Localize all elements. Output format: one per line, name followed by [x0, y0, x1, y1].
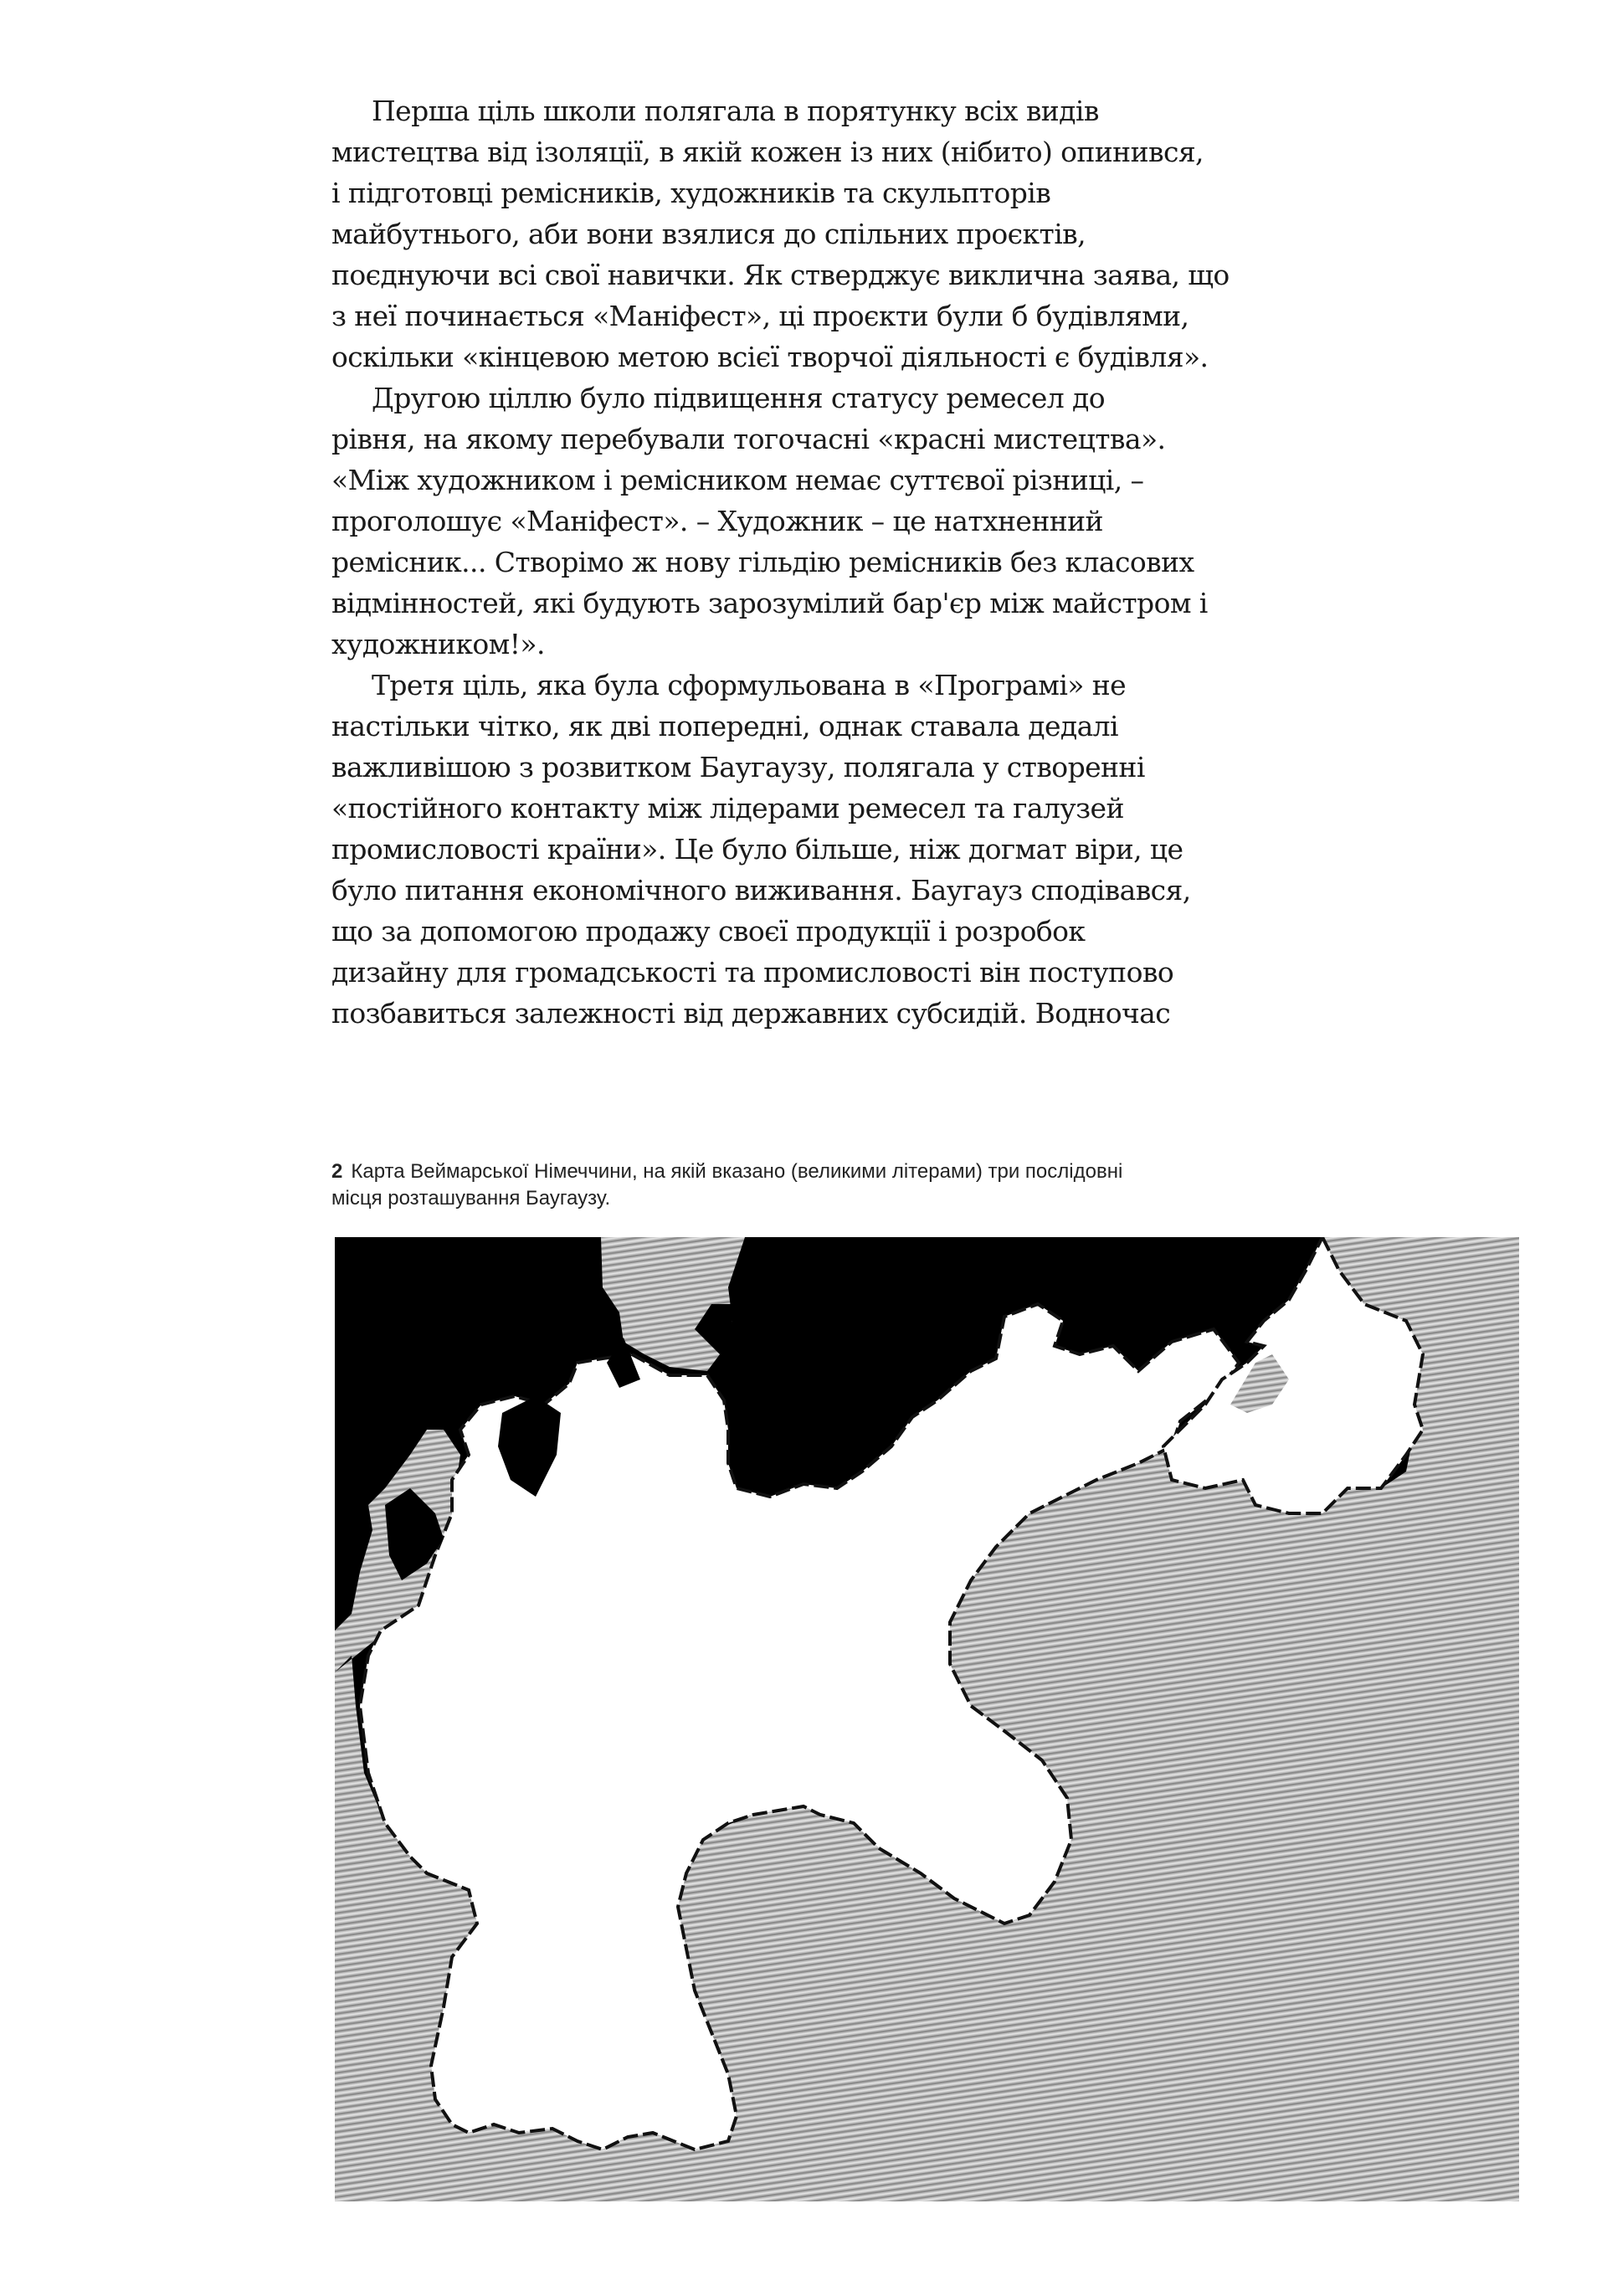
- text-line: «постійного контакту між лідерами ремесел та галузей: [331, 792, 1124, 824]
- text-line: важливішою з розвитком Баугаузу, полягала у створенні: [331, 751, 1145, 783]
- text-line: промисловості країни». Це було більше, ніж догмат віри, це: [331, 833, 1183, 865]
- text-line: відмінностей, які будують зарозумілий бар'єр між майстром і: [331, 587, 1208, 619]
- figure-caption: [331, 1158, 1420, 1212]
- text-line: настільки чітко, як дві попередні, однак ставала дедалі: [331, 710, 1118, 742]
- text-line: оскільки «кінцевою метою всієї творчої діяльності є будівля».: [331, 341, 1209, 373]
- map-graphic: [335, 1237, 1519, 2201]
- text-line: з неї починається «Маніфест», ці проєкти були б будівлями,: [331, 300, 1189, 332]
- text-line: ремісник... Створімо ж нову гільдію ремісників без класових: [331, 546, 1194, 578]
- text-line: Перша ціль школи полягала в порятунку всіх видів: [372, 95, 1099, 127]
- weimar-germany-map: [335, 1237, 1519, 2201]
- caption-text-line1: Карта Веймарської Німеччини, на якій вказано (великими літерами) три послідовні: [351, 1160, 1123, 1183]
- text-line: було питання економічного виживання. Баугауз сподівався,: [331, 874, 1191, 907]
- caption-text-line2: місця розташування Баугаузу.: [331, 1187, 611, 1210]
- text-line: дизайну для громадськості та промисловості він поступово: [331, 956, 1174, 989]
- text-line: поєднуючи всі свої навички. Як стверджує виклична заява, що: [331, 259, 1230, 291]
- text-line: проголошує «Маніфест». – Художник – це натхненний: [331, 505, 1103, 537]
- text-line: рівня, на якому перебували тогочасні «красні мистецтва».: [331, 423, 1166, 455]
- text-line: Другою ціллю було підвищення статусу ремесел до: [372, 382, 1105, 414]
- text-line: і підготовці ремісників, художників та скульпторів: [331, 177, 1051, 209]
- text-line: художником!».: [331, 628, 545, 660]
- text-line: «Між художником і ремісником немає суттєвої різниці, –: [331, 464, 1144, 496]
- body-text: [331, 90, 1386, 1034]
- text-line: мистецтва від ізоляції, в якій кожен із них (нібито) опинився,: [331, 136, 1204, 168]
- text-line: майбутнього, аби вони взялися до спільних проєктів,: [331, 218, 1086, 250]
- text-line: позбавиться залежності від державних субсидій. Водночас: [331, 997, 1171, 1030]
- text-line: Третя ціль, яка була сформульована в «Програмі» не: [372, 669, 1127, 701]
- figure-number: 2: [331, 1160, 343, 1183]
- text-line: що за допомогою продажу своєї продукції і розробок: [331, 915, 1086, 948]
